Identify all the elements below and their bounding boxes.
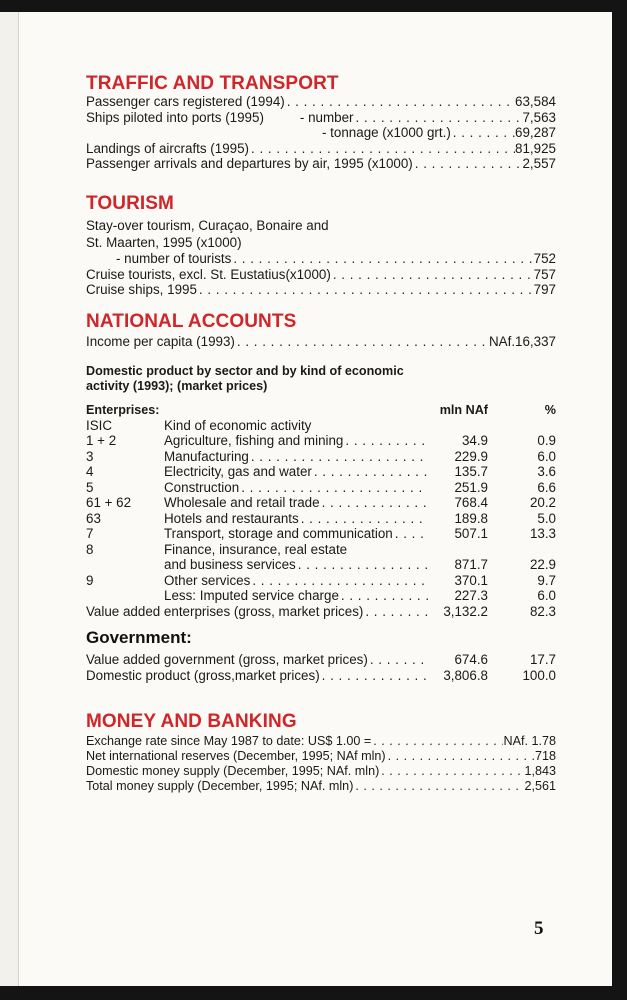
- gdp-table: [86, 433, 556, 619]
- section-national-accounts: [86, 312, 556, 683]
- money-row: Exchange rate since May 1987 to date: US$ 1.00 = . . . NAf. 1.78: [86, 734, 556, 749]
- traffic-row: Passenger arrivals and departures by air, 1995 (x1000) . . . 2,557: [86, 156, 556, 172]
- tourism-row: Cruise ships, 1995 . . . 797: [86, 282, 556, 298]
- table-row: Domestic product (gross,market prices) . . . 3,806.8 100.0: [86, 668, 556, 684]
- table-row-total: Value added enterprises (gross, market prices) . . . 3,132.2 82.3: [86, 604, 556, 620]
- traffic-row: Passenger cars registered (1994) . . . 63,584: [86, 94, 556, 110]
- table-row: and business services . . . 871.7 22.9: [86, 557, 556, 573]
- document-page: [0, 12, 612, 986]
- section-title-money: MONEY AND BANKING: [86, 711, 297, 732]
- tourism-row: Cruise tourists, excl. St. Eustatius(x1000) . . . 757: [86, 267, 556, 283]
- table-row: 63 Hotels and restaurants . . . 189.8 5.0: [86, 511, 556, 527]
- table-row: Value added government (gross, market prices) . . . 674.6 17.7: [86, 652, 556, 668]
- table-row: 61 + 62 Wholesale and retail trade . . . 768.4 20.2: [86, 495, 556, 511]
- table-row: 1 + 2 Agriculture, fishing and mining . . . 34.9 0.9: [86, 433, 556, 449]
- table-row: 5 Construction . . . 251.9 6.6: [86, 480, 556, 496]
- income-row: Income per capita (1993) . . . NAf.16,337: [86, 334, 556, 350]
- tourism-intro: St. Maarten, 1995 (x1000): [86, 235, 242, 250]
- section-title-traffic: TRAFFIC AND TRANSPORT: [86, 73, 339, 94]
- section-title-national-accounts: NATIONAL ACCOUNTS: [86, 311, 297, 332]
- money-row: Total money supply (December, 1995; NAf. mln) . . . 2,561: [86, 779, 556, 794]
- table-row: 4 Electricity, gas and water . . . 135.7 3.6: [86, 464, 556, 480]
- government-title: Government:: [86, 628, 192, 647]
- table-row: 8 Finance, insurance, real estate: [86, 541, 348, 557]
- money-row: Domestic money supply (December, 1995; NAf. mln) . . . 1,843: [86, 764, 556, 779]
- section-traffic: [86, 74, 556, 172]
- traffic-row: - tonnage (x1000 grt.) . . . 69,287: [86, 125, 556, 141]
- gdp-subtitle: Domestic product by sector and by kind of economic: [86, 363, 404, 378]
- section-title-tourism: TOURISM: [86, 193, 174, 214]
- traffic-row: Landings of aircrafts (1995) . . . 81,925: [86, 141, 556, 157]
- traffic-row: Ships piloted into ports (1995) - number . . . 7,563: [86, 110, 556, 126]
- tourism-intro: Stay-over tourism, Curaçao, Bonaire and: [86, 218, 329, 233]
- table-header: Enterprises: mln NAf %: [86, 402, 556, 417]
- table-header: ISIC Kind of economic activity: [86, 417, 312, 433]
- table-row: 9 Other services . . . 370.1 9.7: [86, 573, 556, 589]
- table-row: Less: Imputed service charge . . . 227.3 6.0: [86, 588, 556, 604]
- section-money: [86, 712, 556, 794]
- money-row: Net international reserves (December, 1995; NAf mln) . . . 718: [86, 749, 556, 764]
- gdp-subtitle: activity (1993); (market prices): [86, 378, 268, 393]
- page-number: 5: [534, 918, 544, 939]
- table-row: 7 Transport, storage and communication . . . 507.1 13.3: [86, 526, 556, 542]
- section-tourism: [86, 194, 556, 298]
- table-row: 3 Manufacturing . . . 229.9 6.0: [86, 449, 556, 465]
- tourism-row: - number of tourists . . . 752: [86, 251, 556, 267]
- page-gutter: [0, 12, 19, 986]
